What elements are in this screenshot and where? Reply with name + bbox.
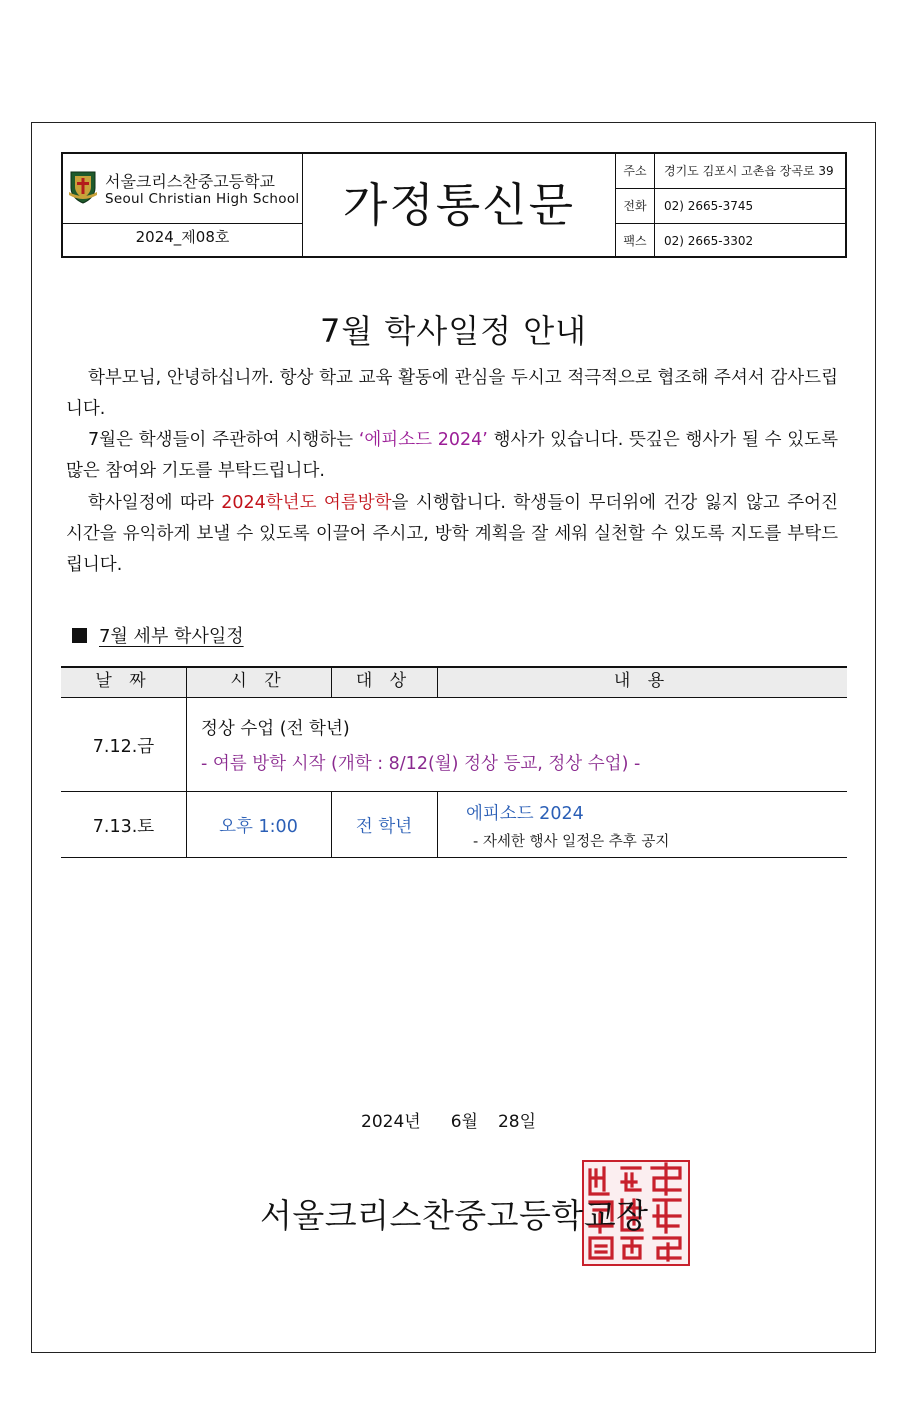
row1-content-sub: - 여름 방학 시작 (개학 : 8/12(월) 정상 등교, 정상 수업) - <box>201 754 641 774</box>
fax-label: 팩스 <box>616 224 655 258</box>
row2-time: 오후 1:00 <box>219 817 298 837</box>
vacation-highlight: 2024학년도 여름방학 <box>221 493 392 513</box>
vacation-text-b: 을 시행합니다. 학생들이 무더위에 건강 잃지 않고 주어진 시간을 유익하게 보낼 수 있도록 이끌어 주시고, 방학 계획을 잘 세워 실천할 수 있도록 지도를 부탁드립니다. <box>66 493 838 575</box>
row2-content-sub: - 자세한 행사 일정은 추후 공지 <box>473 834 670 850</box>
school-name-ko: 서울크리스찬중고등학교 <box>105 172 276 191</box>
col-header-target: 대 상 <box>355 671 413 691</box>
col-header-time: 시 간 <box>230 671 287 691</box>
address-row <box>616 154 845 189</box>
event-text-a: 7월은 학생들이 주관하여 시행하는 <box>88 430 359 450</box>
event-highlight: ‘에피소드 2024’ <box>358 430 488 450</box>
row2-content-main: 에피소드 2024 <box>466 804 584 824</box>
row2-date: 7.13.토 <box>92 817 155 837</box>
letter-header <box>61 152 847 258</box>
greeting-text: 학부모님, 안녕하십니까. 항상 학교 교육 활동에 관심을 두시고 적극적으로 협조해 주셔서 감사드립니다. <box>66 368 838 419</box>
phone-label: 전화 <box>616 189 655 223</box>
row2-target: 전 학년 <box>355 817 413 837</box>
school-block <box>63 154 303 256</box>
col-header-content: 내 용 <box>613 671 671 691</box>
schedule-table <box>61 666 847 858</box>
date-year: 2024년 <box>361 1112 421 1132</box>
col-header-date: 날 짜 <box>95 671 152 691</box>
vacation-paragraph <box>66 488 838 581</box>
issue-number: 2024_제08호 <box>135 228 230 246</box>
document-title: 가정통신문 <box>303 154 616 256</box>
phone-row <box>616 189 845 224</box>
vacation-text-a: 학사일정에 따라 <box>88 493 222 513</box>
address-value: 경기도 김포시 고촌읍 장곡로 39 <box>664 164 834 178</box>
section-heading <box>72 622 244 648</box>
school-name-en: Seoul Christian High School <box>105 191 300 207</box>
event-text-b: 행사가 있습니다. 뜻깊은 행사가 될 수 있도록 많은 참여와 기도를 부탁드립니다. <box>66 430 838 481</box>
address-label: 주소 <box>616 154 655 188</box>
row1-date: 7.12.금 <box>92 737 155 757</box>
fax-value: 02) 2665-3302 <box>664 234 754 248</box>
square-bullet-icon <box>72 628 87 643</box>
date-day: 28일 <box>497 1112 536 1132</box>
row1-content-main: 정상 수업 (전 학년) <box>201 719 350 739</box>
school-logo-icon <box>68 170 98 204</box>
contact-info <box>616 154 845 256</box>
notice-title: 7월 학사일정 안내 <box>319 312 588 350</box>
principal-signature: 서울크리스찬중고등학교장 <box>260 1196 649 1235</box>
fax-row <box>616 224 845 258</box>
section-heading-text: 7월 세부 학사일정 <box>99 626 244 647</box>
date-month: 6월 <box>450 1112 478 1132</box>
issue-date <box>361 1107 536 1132</box>
event-paragraph <box>66 425 838 487</box>
phone-value: 02) 2665-3745 <box>664 199 754 213</box>
greeting-paragraph <box>66 363 838 425</box>
